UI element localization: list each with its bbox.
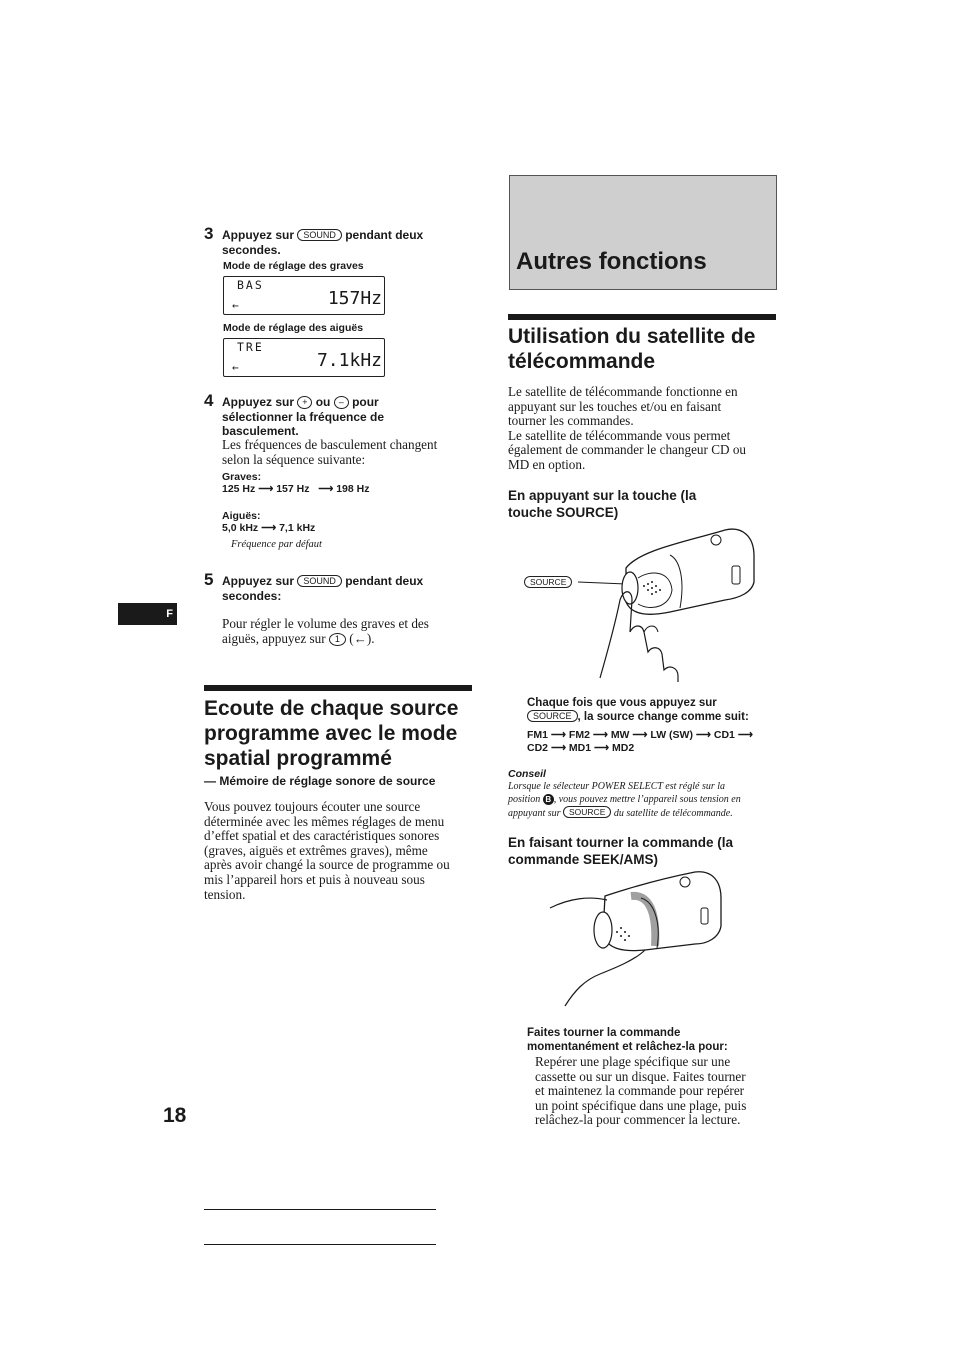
step-4-number: 4: [204, 391, 214, 410]
section-title-l1: Ecoute de chaque source: [204, 697, 459, 720]
chapter-title: Autres fonctions: [516, 248, 707, 275]
subsection-press-l2: touche SOURCE): [508, 505, 619, 520]
step-4-body-l1: Les fréquences de basculement changent: [222, 437, 438, 452]
intro-line: appuyant sur les touches et/ou en faisant: [508, 398, 722, 414]
treble-frequency-sequence: [222, 522, 315, 535]
position-b-badge: B: [543, 794, 554, 805]
subsection-press-l1: En appuyant sur la touche (la: [508, 488, 697, 503]
arrow-right-icon: ⟶: [695, 729, 711, 741]
treble-freq-5-0: 5,0 kHz: [222, 522, 259, 534]
section-body-line: Vous pouvez toujours écouter une source: [204, 799, 421, 814]
tip-line-3-pre: appuyant sur: [508, 808, 561, 819]
step-4-pre: Appuyez sur: [222, 395, 295, 409]
subsection-rotate-l2: commande SEEK/AMS): [508, 852, 659, 867]
section-body-line: déterminée avec les mêmes réglages de menu: [204, 813, 445, 829]
treble-lcd-value: 7.1kHz: [316, 350, 382, 371]
turn-caption-l2: momentanément et relâchez-la pour:: [527, 1041, 728, 1053]
source-md2: MD2: [612, 741, 635, 754]
section-rule-right: [508, 314, 776, 320]
section-body-line: tension.: [204, 886, 246, 902]
bass-lcd-display: [223, 276, 385, 315]
step-3-line2: secondes.: [222, 242, 281, 257]
treble-lcd-label: TRE: [237, 340, 264, 354]
step-5-pre: Appuyez sur: [222, 574, 295, 588]
source-key: SOURCE: [527, 710, 578, 722]
rotate-seek-illustration: [545, 868, 725, 1008]
step-5-line2: secondes:: [222, 588, 282, 603]
arrow-right-icon: ⟶: [258, 483, 274, 495]
source-sequence: [527, 729, 777, 754]
bass-freq-198: 198 Hz: [336, 483, 370, 495]
turn-body-line: un point spécifique dans une plage, puis: [535, 1097, 747, 1113]
source-cd1: CD1: [713, 729, 735, 741]
remote-press-icon: [520, 520, 770, 685]
intro-line: tourner les commandes.: [508, 413, 634, 429]
treble-freq-7-1: 7,1 kHz: [279, 522, 316, 534]
arrow-right-icon: ⟶: [261, 522, 277, 534]
subsection-press-source: [508, 487, 696, 521]
step-5-body-l2-pre: aiguës, appuyez sur: [222, 630, 326, 646]
section-body-line: (graves, aiguës et extrêmes graves), même: [204, 842, 428, 858]
step-4-body: [222, 438, 472, 467]
key-1: 1: [329, 633, 346, 646]
source-key: SOURCE: [563, 806, 611, 818]
treble-lcd-arrow-icon: ←: [232, 361, 239, 374]
bass-lcd-arrow-icon: ←: [232, 299, 239, 312]
section-title-satellite: [508, 324, 778, 374]
source-cd2: CD2: [527, 741, 549, 754]
step-5-post: pendant deux: [345, 574, 424, 588]
bass-freq-157: 157 Hz: [276, 483, 310, 495]
bass-mode-caption: Mode de réglage des graves: [223, 260, 364, 272]
press-caption-l2: , la source change comme suit:: [577, 711, 749, 723]
turn-body-line: et maintenez la commande pour repérer: [535, 1083, 745, 1099]
press-caption: [527, 696, 777, 724]
source-fm1: FM1: [527, 729, 548, 741]
arrow-right-icon: ⟶: [737, 729, 753, 741]
step-4-line3: basculement.: [222, 424, 299, 438]
turn-body: [535, 1055, 780, 1128]
tip-title: Conseil: [508, 768, 546, 780]
turn-body-line: relâchez-la pour commencer la lecture.: [535, 1112, 741, 1128]
step-3-number: 3: [204, 224, 214, 243]
step-4-mid: ou: [315, 395, 331, 409]
arrow-right-icon: ⟶: [594, 741, 610, 754]
section-title-l3: spatial programmé: [204, 747, 392, 770]
section-title-l2: programme avec le mode: [204, 722, 458, 745]
arrow-right-icon: ⟶: [550, 741, 566, 754]
arrow-right-icon: ⟶: [592, 729, 608, 741]
section-subtitle: — Mémoire de réglage sonore de source: [204, 774, 436, 788]
default-frequency-note: Fréquence par défaut: [231, 539, 322, 550]
step-5-body: [222, 617, 472, 646]
step-4-line2: sélectionner la fréquence de: [222, 409, 385, 424]
press-source-illustration: [520, 520, 770, 685]
bass-seq-label: Graves:: [222, 471, 262, 483]
sound-key: SOUND: [297, 229, 342, 241]
arrow-right-icon: ⟶: [632, 729, 648, 741]
source-mw: MW: [610, 729, 630, 741]
arrow-right-icon: ⟶: [318, 483, 334, 495]
section-body-line: mis l’appareil hors et puis à nouveau sous: [204, 871, 425, 887]
turn-body-line: Repérer une plage spécifique sur une: [535, 1054, 731, 1069]
step-3-pre: Appuyez sur: [222, 228, 295, 242]
subsection-rotate-seek: [508, 834, 733, 868]
tip-body: [508, 781, 783, 821]
intro-line: Le satellite de télécommande vous permet: [508, 427, 731, 443]
source-lw: LW (SW): [650, 729, 693, 741]
remote-rotate-icon: [545, 868, 725, 1008]
step-5-body-l2-post: (←).: [349, 630, 375, 646]
step-5-body-l1: Pour régler le volume des graves et des: [222, 616, 429, 631]
source-fm2: FM2: [568, 729, 590, 741]
sound-key: SOUND: [297, 575, 342, 587]
satellite-intro: [508, 385, 778, 473]
turn-caption-l1: Faites tourner la commande: [527, 1027, 681, 1039]
section-title-satellite-l1: Utilisation du satellite de: [508, 325, 756, 348]
bass-freq-125: 125 Hz: [222, 483, 256, 495]
step-4-post: pour: [352, 395, 379, 409]
treble-lcd-display: [223, 338, 385, 377]
bass-frequency-sequence: [222, 483, 370, 496]
step-5-number: 5: [204, 570, 214, 589]
section-title-satellite-l2: télécommande: [508, 350, 656, 373]
step-5-instruction: [222, 574, 462, 603]
section-body-line: après avoir changé la source de programme ou: [204, 857, 450, 873]
section-rule: [204, 685, 472, 691]
tip-line-2-post: , vous pouvez mettre l’appareil sous tension en: [553, 793, 741, 805]
page-number: 18: [163, 1104, 187, 1127]
section-body: [204, 800, 484, 902]
source-callout-label: SOURCE: [524, 576, 572, 588]
intro-line: MD en option.: [508, 456, 586, 472]
arrow-right-icon: ⟶: [550, 729, 566, 741]
tip-line-3-post: du satellite de télécommande.: [613, 808, 733, 819]
turn-body-line: cassette ou sur un disque. Faites tourner: [535, 1068, 746, 1084]
plus-key: +: [297, 396, 312, 409]
press-caption-l1: Chaque fois que vous appuyez sur: [527, 697, 717, 709]
intro-line: également de commander le changeur CD ou: [508, 442, 747, 458]
treble-mode-caption: Mode de réglage des aiguës: [223, 322, 364, 334]
subsection-rotate-l1: En faisant tourner la commande (la: [508, 835, 734, 850]
footer-line-2: [204, 1244, 436, 1245]
treble-seq-label: Aiguës:: [222, 510, 261, 522]
footer-line-1: [204, 1209, 436, 1210]
step-4-instruction: [222, 395, 472, 439]
chapter-banner: [509, 175, 777, 290]
section-title-ecoute: [204, 696, 484, 771]
turn-caption: [527, 1026, 777, 1054]
language-tab: F: [118, 603, 177, 625]
step-3-instruction: [222, 228, 462, 257]
bass-lcd-value: 157Hz: [327, 288, 382, 309]
step-4-body-l2: selon la séquence suivante:: [222, 451, 366, 467]
tip-line-1: Lorsque le sélecteur POWER SELECT est réglé sur la: [508, 781, 726, 792]
section-body-line: d’effet spatial et des caractéristiques sonores: [204, 828, 440, 844]
source-md1: MD1: [568, 741, 592, 754]
tip-line-2-pre: position: [508, 793, 541, 805]
step-3-post: pendant deux: [345, 228, 424, 242]
intro-line: Le satellite de télécommande fonctionne en: [508, 384, 738, 399]
minus-key: –: [334, 396, 349, 409]
bass-lcd-label: BAS: [237, 278, 264, 292]
